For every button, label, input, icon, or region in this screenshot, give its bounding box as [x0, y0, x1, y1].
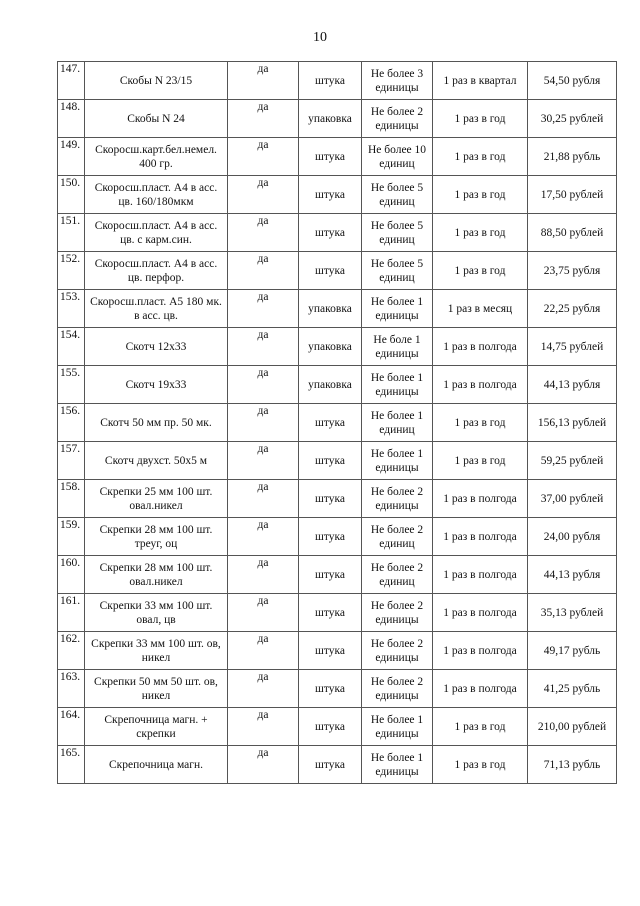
- item-limit: Не более 5 единиц: [362, 252, 433, 290]
- item-limit: Не более 1 единицы: [362, 746, 433, 784]
- item-limit: Не более 2 единиц: [362, 518, 433, 556]
- item-unit: упаковка: [299, 366, 362, 404]
- item-unit: штука: [299, 214, 362, 252]
- item-limit: Не более 1 единиц: [362, 404, 433, 442]
- item-frequency: 1 раз в год: [433, 252, 528, 290]
- row-number: 164.: [58, 708, 85, 746]
- item-price: 88,50 рублей: [528, 214, 617, 252]
- item-name: Скрепочница магн. + скрепки: [85, 708, 228, 746]
- item-unit: штука: [299, 442, 362, 480]
- item-price: 156,13 рублей: [528, 404, 617, 442]
- item-limit: Не более 1 единицы: [362, 442, 433, 480]
- item-name: Скрепки 28 мм 100 шт. треуг, оц: [85, 518, 228, 556]
- row-number: 150.: [58, 176, 85, 214]
- item-unit: штука: [299, 480, 362, 518]
- item-price: 35,13 рублей: [528, 594, 617, 632]
- item-name: Скрепки 50 мм 50 шт. ов, никел: [85, 670, 228, 708]
- table-row: [58, 100, 617, 138]
- item-flag: да: [228, 290, 299, 328]
- table-row: [58, 214, 617, 252]
- table-row: [58, 518, 617, 556]
- item-price: 59,25 рублей: [528, 442, 617, 480]
- item-flag: да: [228, 62, 299, 100]
- item-flag: да: [228, 366, 299, 404]
- item-unit: штука: [299, 746, 362, 784]
- row-number: 148.: [58, 100, 85, 138]
- item-frequency: 1 раз в год: [433, 404, 528, 442]
- item-flag: да: [228, 252, 299, 290]
- item-name: Скоросш.пласт. А5 180 мк. в асс. цв.: [85, 290, 228, 328]
- item-name: Скотч 50 мм пр. 50 мк.: [85, 404, 228, 442]
- table-row: [58, 594, 617, 632]
- item-name: Скобы N 24: [85, 100, 228, 138]
- item-name: Скоросш.карт.бел.немел. 400 гр.: [85, 138, 228, 176]
- item-price: 37,00 рублей: [528, 480, 617, 518]
- item-flag: да: [228, 328, 299, 366]
- item-flag: да: [228, 708, 299, 746]
- row-number: 149.: [58, 138, 85, 176]
- item-limit: Не более 5 единиц: [362, 214, 433, 252]
- item-name: Скотч 19х33: [85, 366, 228, 404]
- item-name: Скрепки 25 мм 100 шт. овал.никел: [85, 480, 228, 518]
- item-frequency: 1 раз в полгода: [433, 328, 528, 366]
- item-price: 210,00 рублей: [528, 708, 617, 746]
- table-row: [58, 442, 617, 480]
- table-row: [58, 746, 617, 784]
- item-flag: да: [228, 556, 299, 594]
- item-frequency: 1 раз в полгода: [433, 480, 528, 518]
- supplies-table: [57, 61, 617, 784]
- row-number: 151.: [58, 214, 85, 252]
- item-unit: штука: [299, 594, 362, 632]
- supplies-table-body: [58, 62, 617, 784]
- item-name: Скоросш.пласт. А4 в асс. цв. перфор.: [85, 252, 228, 290]
- item-name: Скоросш.пласт. А4 в асс. цв. 160/180мкм: [85, 176, 228, 214]
- item-frequency: 1 раз в полгода: [433, 670, 528, 708]
- item-name: Скрепки 28 мм 100 шт. овал.никел: [85, 556, 228, 594]
- item-name: Скрепки 33 мм 100 шт. ов, никел: [85, 632, 228, 670]
- item-flag: да: [228, 480, 299, 518]
- item-limit: Не более 10 единиц: [362, 138, 433, 176]
- item-unit: штука: [299, 404, 362, 442]
- item-unit: упаковка: [299, 100, 362, 138]
- item-frequency: 1 раз в год: [433, 214, 528, 252]
- item-frequency: 1 раз в год: [433, 442, 528, 480]
- table-row: [58, 290, 617, 328]
- item-frequency: 1 раз в год: [433, 100, 528, 138]
- row-number: 160.: [58, 556, 85, 594]
- item-limit: Не более 2 единиц: [362, 556, 433, 594]
- item-unit: штука: [299, 252, 362, 290]
- item-limit: Не более 2 единицы: [362, 480, 433, 518]
- item-limit: Не более 2 единицы: [362, 632, 433, 670]
- item-price: 71,13 рубль: [528, 746, 617, 784]
- item-unit: штука: [299, 518, 362, 556]
- item-name: Скрепочница магн.: [85, 746, 228, 784]
- item-name: Скрепки 33 мм 100 шт. овал, цв: [85, 594, 228, 632]
- item-flag: да: [228, 442, 299, 480]
- item-frequency: 1 раз в полгода: [433, 556, 528, 594]
- item-unit: упаковка: [299, 290, 362, 328]
- item-price: 54,50 рубля: [528, 62, 617, 100]
- row-number: 161.: [58, 594, 85, 632]
- item-frequency: 1 раз в квартал: [433, 62, 528, 100]
- row-number: 162.: [58, 632, 85, 670]
- item-flag: да: [228, 404, 299, 442]
- item-flag: да: [228, 746, 299, 784]
- item-frequency: 1 раз в год: [433, 708, 528, 746]
- item-price: 14,75 рублей: [528, 328, 617, 366]
- item-limit: Не более 3 единицы: [362, 62, 433, 100]
- table-row: [58, 556, 617, 594]
- table-row: [58, 176, 617, 214]
- item-price: 24,00 рубля: [528, 518, 617, 556]
- row-number: 152.: [58, 252, 85, 290]
- item-limit: Не более 1 единицы: [362, 708, 433, 746]
- item-unit: штука: [299, 632, 362, 670]
- item-limit: Не более 5 единиц: [362, 176, 433, 214]
- table-row: [58, 62, 617, 100]
- row-number: 153.: [58, 290, 85, 328]
- item-flag: да: [228, 670, 299, 708]
- table-row: [58, 366, 617, 404]
- row-number: 157.: [58, 442, 85, 480]
- table-row: [58, 252, 617, 290]
- item-frequency: 1 раз в полгода: [433, 366, 528, 404]
- page-number: 10: [313, 30, 327, 45]
- item-price: 44,13 рубля: [528, 556, 617, 594]
- table-row: [58, 404, 617, 442]
- item-frequency: 1 раз в полгода: [433, 632, 528, 670]
- item-flag: да: [228, 176, 299, 214]
- item-flag: да: [228, 214, 299, 252]
- item-unit: штука: [299, 670, 362, 708]
- table-row: [58, 670, 617, 708]
- item-unit: упаковка: [299, 328, 362, 366]
- item-limit: Не более 2 единицы: [362, 594, 433, 632]
- item-flag: да: [228, 518, 299, 556]
- item-flag: да: [228, 632, 299, 670]
- item-price: 17,50 рублей: [528, 176, 617, 214]
- item-name: Скотч двухст. 50х5 м: [85, 442, 228, 480]
- item-flag: да: [228, 594, 299, 632]
- item-limit: Не более 1 единицы: [362, 290, 433, 328]
- item-limit: Не более 1 единицы: [362, 366, 433, 404]
- table-row: [58, 480, 617, 518]
- row-number: 158.: [58, 480, 85, 518]
- item-price: 30,25 рублей: [528, 100, 617, 138]
- item-price: 22,25 рубля: [528, 290, 617, 328]
- item-limit: Не более 2 единицы: [362, 670, 433, 708]
- table-row: [58, 138, 617, 176]
- item-unit: штука: [299, 62, 362, 100]
- item-frequency: 1 раз в год: [433, 138, 528, 176]
- item-flag: да: [228, 138, 299, 176]
- item-frequency: 1 раз в год: [433, 176, 528, 214]
- item-price: 49,17 рубль: [528, 632, 617, 670]
- item-frequency: 1 раз в полгода: [433, 518, 528, 556]
- item-price: 23,75 рубля: [528, 252, 617, 290]
- item-name: Скоросш.пласт. А4 в асс. цв. с карм.син.: [85, 214, 228, 252]
- item-frequency: 1 раз в год: [433, 746, 528, 784]
- item-frequency: 1 раз в месяц: [433, 290, 528, 328]
- item-unit: штука: [299, 708, 362, 746]
- item-limit: Не боле 1 единицы: [362, 328, 433, 366]
- item-unit: штука: [299, 556, 362, 594]
- table-row: [58, 632, 617, 670]
- table-row: [58, 328, 617, 366]
- table-row: [58, 708, 617, 746]
- item-price: 44,13 рубля: [528, 366, 617, 404]
- item-price: 41,25 рубль: [528, 670, 617, 708]
- item-unit: штука: [299, 176, 362, 214]
- row-number: 147.: [58, 62, 85, 100]
- row-number: 163.: [58, 670, 85, 708]
- item-name: Скотч 12х33: [85, 328, 228, 366]
- item-name: Скобы N 23/15: [85, 62, 228, 100]
- item-price: 21,88 рубль: [528, 138, 617, 176]
- row-number: 165.: [58, 746, 85, 784]
- item-frequency: 1 раз в полгода: [433, 594, 528, 632]
- item-limit: Не более 2 единицы: [362, 100, 433, 138]
- row-number: 159.: [58, 518, 85, 556]
- item-flag: да: [228, 100, 299, 138]
- row-number: 154.: [58, 328, 85, 366]
- item-unit: штука: [299, 138, 362, 176]
- row-number: 156.: [58, 404, 85, 442]
- row-number: 155.: [58, 366, 85, 404]
